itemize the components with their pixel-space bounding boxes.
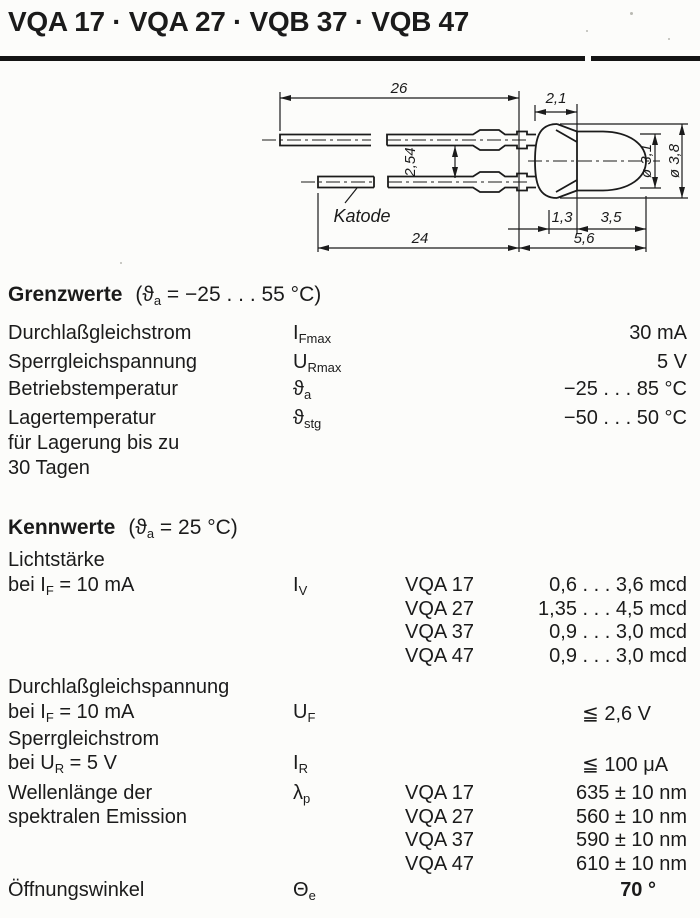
limit-row-label: Lagertemperatur	[8, 407, 156, 429]
limits-section-heading	[8, 283, 321, 307]
page-title: VQA 17 · VQA 27 · VQB 37 · VQB 47	[8, 6, 470, 37]
limits-condition: ($ϑ_a = -25$ . . . 55 °C)	[135, 283, 322, 308]
type-name: VQA 47	[405, 853, 474, 875]
forward-voltage-value: ≦ 2,6 V	[582, 703, 652, 725]
title-rule-left	[0, 56, 585, 61]
wavelength-label-line2: spektralen Emission	[8, 806, 187, 828]
led-package-drawing	[0, 78, 700, 268]
type-name: VQA 17	[405, 782, 474, 804]
type-value: 590 ± 10 nm	[575, 829, 687, 851]
limit-row-label-line2: für Lagerung bis zu	[8, 432, 180, 454]
limit-row-symbol: $I_{Fmax}$	[293, 322, 332, 346]
type-name: VQA 17	[405, 574, 474, 596]
limit-row-label: Betriebstemperatur	[8, 378, 179, 400]
limit-row-symbol: $U_{Rmax}$	[293, 351, 342, 375]
limit-row-label: Sperrgleichspannung	[8, 351, 198, 373]
wavelength-label-line1: Wellenlänge der	[8, 782, 153, 804]
limit-row-value: 30 mA	[629, 322, 687, 344]
limit-row-value: −50 . . . 50 °C	[563, 407, 687, 429]
type-name: VQA 27	[405, 598, 474, 620]
type-value: 0,6 . . . 3,6 mcd	[549, 574, 687, 596]
luminous-label-line2: bei $I_F = 10$ mA	[8, 574, 135, 598]
characteristics-heading-text: Kennwerte	[8, 516, 116, 539]
reverse-current-symbol: $I_R$	[293, 752, 308, 776]
forward-voltage-symbol: $U_F$	[293, 701, 316, 725]
forward-voltage-label-line2: bei $I_F = 10$ mA	[8, 701, 135, 725]
scan-speck	[668, 38, 670, 40]
type-name: VQA 27	[405, 806, 474, 828]
dim-label-dia-3-8: ø 3,8	[666, 143, 683, 179]
scan-speck	[586, 30, 588, 32]
type-value: 0,9 . . . 3,0 mcd	[549, 621, 687, 643]
limit-row-symbol: $ϑ_{stg}$	[293, 407, 322, 431]
limits-heading-text: Grenzwerte	[8, 283, 123, 306]
characteristics-condition: ($ϑ_a = 25$ °C)	[128, 516, 238, 541]
aperture-angle-value: 70 °	[620, 879, 656, 901]
reverse-current-label-line1: Sperrgleichstrom	[8, 728, 160, 750]
dimension-arrowheads	[280, 95, 685, 251]
type-name: VQA 37	[405, 621, 474, 643]
dim-label-1-3: 1,3	[551, 209, 573, 226]
luminous-label-line1: Lichtstärke	[8, 549, 105, 571]
reverse-current-label-line2: bei $U_R = 5$ V	[8, 752, 117, 776]
type-name: VQA 47	[405, 645, 474, 667]
luminous-symbol: $I_V$	[293, 574, 308, 598]
type-value: 0,9 . . . 3,0 mcd	[549, 645, 687, 667]
wavelength-symbol: $\lambda_p$	[293, 782, 311, 806]
dim-label-3-5: 3,5	[600, 209, 622, 226]
type-value: 610 ± 10 nm	[575, 853, 687, 875]
dim-label-24: 24	[411, 230, 429, 247]
type-value: 1,35 . . . 4,5 mcd	[538, 598, 687, 620]
limit-row-label-line3: 30 Tagen	[8, 457, 90, 479]
reverse-current-value: ≦ 100 μA	[582, 754, 669, 776]
cathode-label: Katode	[333, 206, 391, 226]
characteristics-section-heading	[8, 516, 238, 540]
dim-label-2-54: 2,54	[402, 147, 419, 177]
forward-voltage-label-line1: Durchlaßgleichspannung	[8, 676, 230, 698]
title-rule-right	[591, 56, 700, 61]
limit-row-label: Durchlaßgleichstrom	[8, 322, 192, 344]
dim-label-26: 26	[390, 80, 408, 97]
type-name: VQA 37	[405, 829, 474, 851]
aperture-angle-label: Öffnungswinkel	[8, 879, 145, 901]
dim-label-2-1: 2,1	[545, 90, 567, 107]
limit-row-value: 5 V	[656, 351, 687, 373]
scan-speck	[630, 12, 633, 15]
aperture-angle-symbol: $\Theta_e$	[293, 879, 316, 903]
dim-label-5-6: 5,6	[573, 230, 595, 247]
limit-row-value: −25 . . . 85 °C	[563, 378, 687, 400]
dim-label-dia-3-1: ø 3,1	[638, 143, 655, 179]
limit-row-symbol: $ϑ_a$	[293, 378, 312, 402]
type-value: 560 ± 10 nm	[575, 806, 687, 828]
type-value: 635 ± 10 nm	[575, 782, 687, 804]
